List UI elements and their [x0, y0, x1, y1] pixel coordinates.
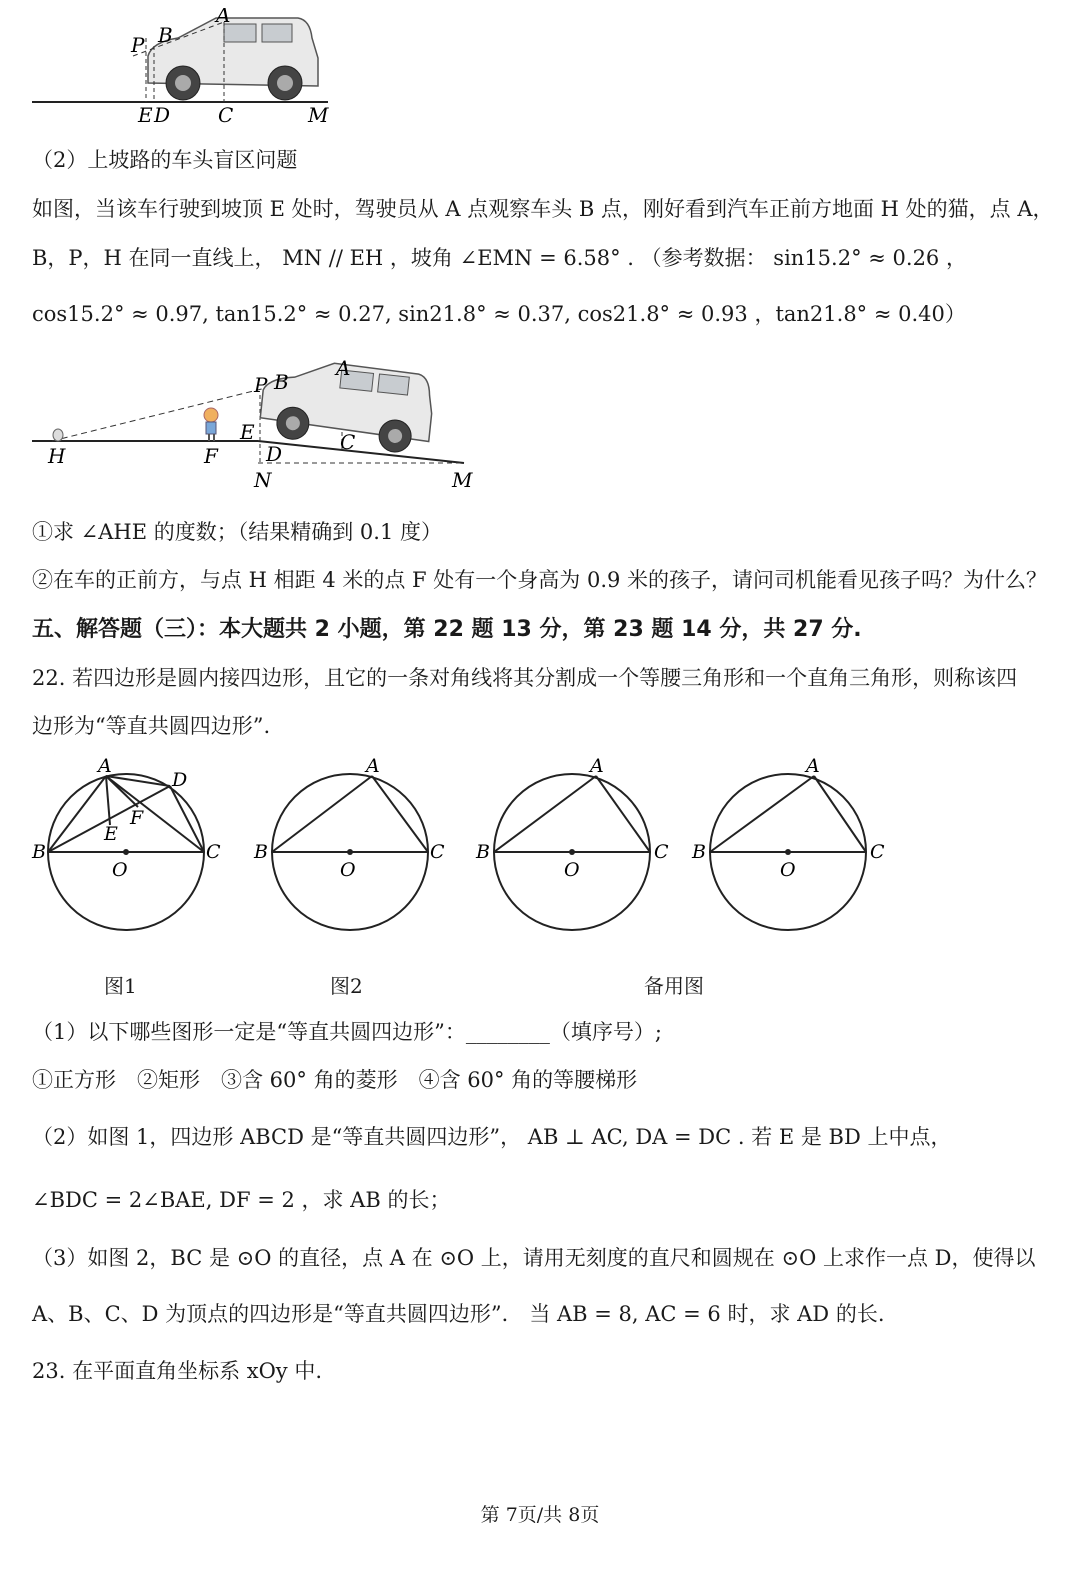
fig1-label-D: D	[172, 769, 188, 791]
subquestion-3-line1: （3）如图 2，BC 是 ⊙O 的直径，点 A 在 ⊙O 上，请用无刻度的直尺和圆规在 ⊙O 上求作一点 D，使得以	[32, 1246, 1036, 1270]
figure-uphill-road	[28, 355, 488, 495]
spare2-label-A: A	[806, 755, 820, 777]
label-D: D	[266, 442, 283, 466]
label-H: H	[48, 444, 66, 468]
label-A: A	[336, 356, 351, 380]
caption-figure-1: 图1	[104, 974, 137, 998]
label-B: B	[158, 23, 173, 47]
label-B: B	[274, 370, 289, 394]
spare2-label-O: O	[780, 859, 796, 881]
subquestion-1: （1）以下哪些图形一定是“等直共圆四边形”：________（填序号）;	[32, 1020, 662, 1044]
spare2-label-C: C	[870, 841, 885, 863]
fig2-label-C: C	[430, 841, 445, 863]
fig2-label-B: B	[254, 841, 268, 863]
fig1-label-A: A	[98, 755, 112, 777]
figure-1	[31, 755, 221, 930]
subquestion-3-line2: A、B、C、D 为顶点的四边形是“等直共圆四边形”． 当 AB = 8, AC = 6 时，求 AD 的长.	[32, 1302, 885, 1326]
part2-reference-data: cos15.2° ≈ 0.97, tan15.2° ≈ 0.27, sin21.8° ≈ 0.37, cos21.8° ≈ 0.93 ，tan21.8° ≈ 0.40）	[32, 302, 966, 326]
figure-flat-road	[28, 8, 348, 128]
spare-figure-2	[691, 755, 885, 930]
label-E: E	[138, 103, 153, 127]
fig1-label-E: E	[104, 823, 118, 845]
label-P: P	[254, 373, 268, 397]
fig1-label-F: F	[130, 807, 144, 829]
spare-figure-1	[475, 755, 669, 930]
part2-paragraph-line1: 如图，当该车行驶到坡顶 E 处时，驾驶员从 A 点观察车头 B 点，刚好看到汽车正前方地面 H 处的猫，点 A，	[32, 197, 1054, 221]
page-footer: 第 7页/共 8页	[480, 1504, 600, 1526]
fig2-label-A: A	[366, 755, 380, 777]
problem23: 23. 在平面直角坐标系 xOy 中.	[32, 1359, 323, 1383]
figure-2	[253, 755, 445, 930]
fig2-label-O: O	[340, 859, 356, 881]
question-2: ②在车的正前方，与点 H 相距 4 米的点 F 处有一个身高为 0.9 米的孩子，请问司机能看见孩子吗？为什么？	[32, 568, 1048, 592]
spare1-label-O: O	[564, 859, 580, 881]
car-illustration	[148, 18, 318, 100]
subquestion-1-options: ①正方形 ②矩形 ③含 60° 角的菱形 ④含 60° 角的等腰梯形	[32, 1068, 638, 1092]
cat-icon	[53, 429, 63, 441]
spare1-label-B: B	[476, 841, 490, 863]
part2-heading: （2）上坡路的车头盲区问题	[32, 148, 298, 172]
problem22-line1: 22. 若四边形是圆内接四边形，且它的一条对角线将其分割成一个等腰三角形和一个直角三角形，则称该四	[32, 666, 1018, 690]
label-F: F	[204, 444, 218, 468]
fig1-label-B: B	[32, 841, 46, 863]
question-1: ①求 ∠AHE 的度数；（结果精确到 0.1 度）	[32, 520, 443, 544]
caption-figure-2: 图2	[330, 974, 363, 998]
label-P: P	[131, 33, 145, 57]
label-E: E	[240, 420, 255, 444]
fig1-label-O: O	[112, 859, 128, 881]
label-D: D	[154, 103, 171, 127]
section-heading: 五、解答题（三）：本大题共 2 小题，第 22 题 13 分，第 23 题 14 分，共 27 分.	[32, 617, 862, 642]
label-C: C	[340, 430, 356, 454]
part2-paragraph-line2: B，P，H 在同一直线上， MN // EH ，坡角 ∠EMN = 6.58° . （参考数据： sin15.2° ≈ 0.26 ，	[32, 246, 967, 270]
label-A: A	[216, 8, 231, 27]
subquestion-2-line1: （2）如图 1，四边形 ABCD 是“等直共圆四边形”， AB ⊥ AC, DA = DC . 若 E 是 BD 上中点，	[32, 1125, 952, 1149]
label-M: M	[308, 103, 329, 127]
circle-figures	[20, 752, 900, 942]
label-N: N	[254, 468, 272, 492]
spare1-label-C: C	[654, 841, 669, 863]
spare1-label-A: A	[590, 755, 604, 777]
label-C: C	[218, 103, 234, 127]
child-icon	[204, 408, 218, 441]
label-M: M	[452, 468, 473, 492]
caption-spare-figure: 备用图	[644, 974, 704, 998]
spare2-label-B: B	[692, 841, 706, 863]
problem22-line2: 边形为“等直共圆四边形”.	[32, 714, 271, 738]
fig1-label-C: C	[206, 841, 221, 863]
subquestion-2-line2: ∠BDC = 2∠BAE, DF = 2 ，求 AB 的长；	[32, 1188, 451, 1212]
